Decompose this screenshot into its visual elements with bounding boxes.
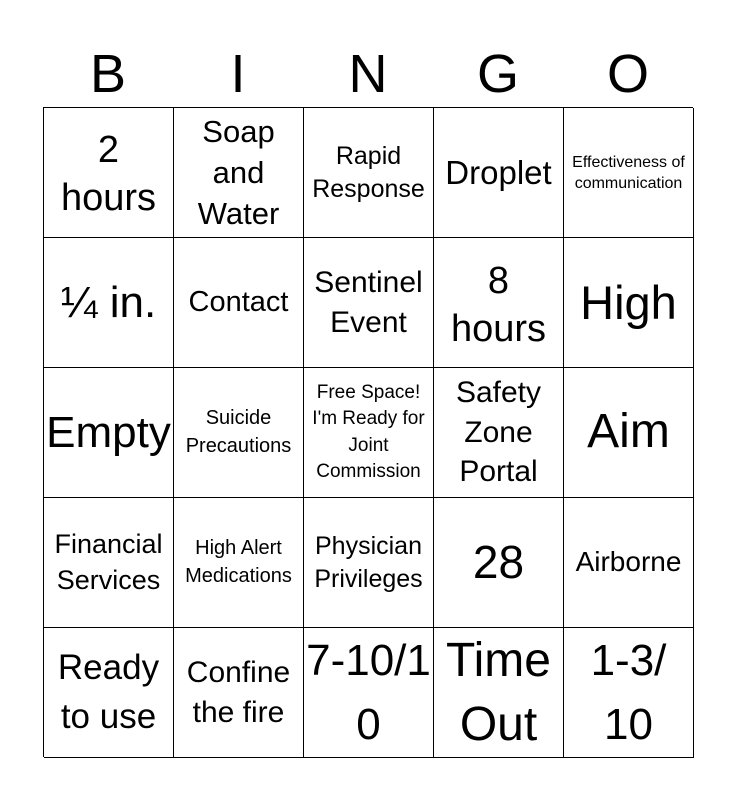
bingo-cell-text: Financial Services	[54, 528, 163, 595]
header-letter-g: G	[476, 44, 519, 104]
bingo-cell-text: Sentinel Event	[314, 265, 423, 339]
bingo-cell[interactable]	[304, 108, 434, 238]
bingo-cell-text: Airborne	[575, 546, 682, 578]
bingo-cell-text: Droplet	[445, 153, 552, 191]
bingo-cell-text: 28	[472, 535, 525, 588]
bingo-cell[interactable]	[304, 238, 434, 368]
bingo-cell-text: High	[580, 275, 677, 329]
bingo-cell[interactable]	[564, 108, 694, 238]
bingo-cell[interactable]	[564, 368, 694, 498]
bingo-cell-text: Ready to use	[57, 648, 160, 736]
bingo-cell[interactable]	[304, 368, 434, 498]
bingo-cell-text: Safety Zone Portal	[455, 375, 542, 489]
header-letter-o: O	[606, 44, 649, 104]
bingo-cell[interactable]	[434, 368, 564, 498]
bingo-cell-text: Contact	[188, 286, 289, 319]
bingo-cell-text: 2 hours	[60, 128, 157, 219]
bingo-cell-text: Physician Privileges	[314, 531, 423, 593]
bingo-cell-text: Free Space! I'm Ready for Joint Commission	[312, 382, 425, 482]
bingo-cell-text: 7-10/10	[306, 635, 431, 749]
bingo-cell-text: Suicide Precautions	[185, 406, 292, 457]
bingo-cell[interactable]	[44, 628, 174, 758]
bingo-cell[interactable]	[174, 498, 304, 628]
bingo-cell-text: Rapid Response	[312, 141, 425, 203]
header-letter-b: B	[89, 44, 127, 104]
header-letter-i: I	[230, 44, 246, 104]
bingo-cell[interactable]	[44, 108, 174, 238]
bingo-cell[interactable]	[434, 238, 564, 368]
bingo-cell-text: 8 hours	[450, 259, 547, 350]
bingo-cell[interactable]	[564, 238, 694, 368]
bingo-cell[interactable]	[44, 368, 174, 498]
bingo-cell[interactable]	[174, 238, 304, 368]
bingo-cell-text: ¼ in.	[60, 277, 157, 327]
bingo-header	[43, 40, 693, 108]
bingo-cell-text: 1-3/10	[590, 635, 667, 749]
bingo-cell-text: Effectiveness of communication	[572, 153, 685, 192]
bingo-cell[interactable]	[564, 628, 694, 758]
bingo-cell[interactable]	[174, 368, 304, 498]
bingo-cell-text: Soap and Water	[197, 113, 280, 232]
bingo-cell[interactable]	[304, 628, 434, 758]
bingo-cell[interactable]	[564, 498, 694, 628]
bingo-cell-text: Confine the fire	[186, 655, 291, 729]
header-letter-n: N	[348, 44, 388, 104]
bingo-cell[interactable]	[434, 628, 564, 758]
bingo-cell-text: Empty	[46, 407, 171, 457]
bingo-cell-text: Time Out	[446, 634, 551, 751]
bingo-card-grid	[43, 107, 693, 757]
bingo-cell[interactable]	[434, 108, 564, 238]
bingo-cell-text: Aim	[587, 405, 670, 459]
bingo-cell-text: High Alert Medications	[185, 536, 292, 587]
bingo-cell[interactable]	[44, 498, 174, 628]
bingo-cell[interactable]	[174, 108, 304, 238]
bingo-cell[interactable]	[44, 238, 174, 368]
bingo-cell[interactable]	[434, 498, 564, 628]
bingo-cell[interactable]	[304, 498, 434, 628]
bingo-cell[interactable]	[174, 628, 304, 758]
